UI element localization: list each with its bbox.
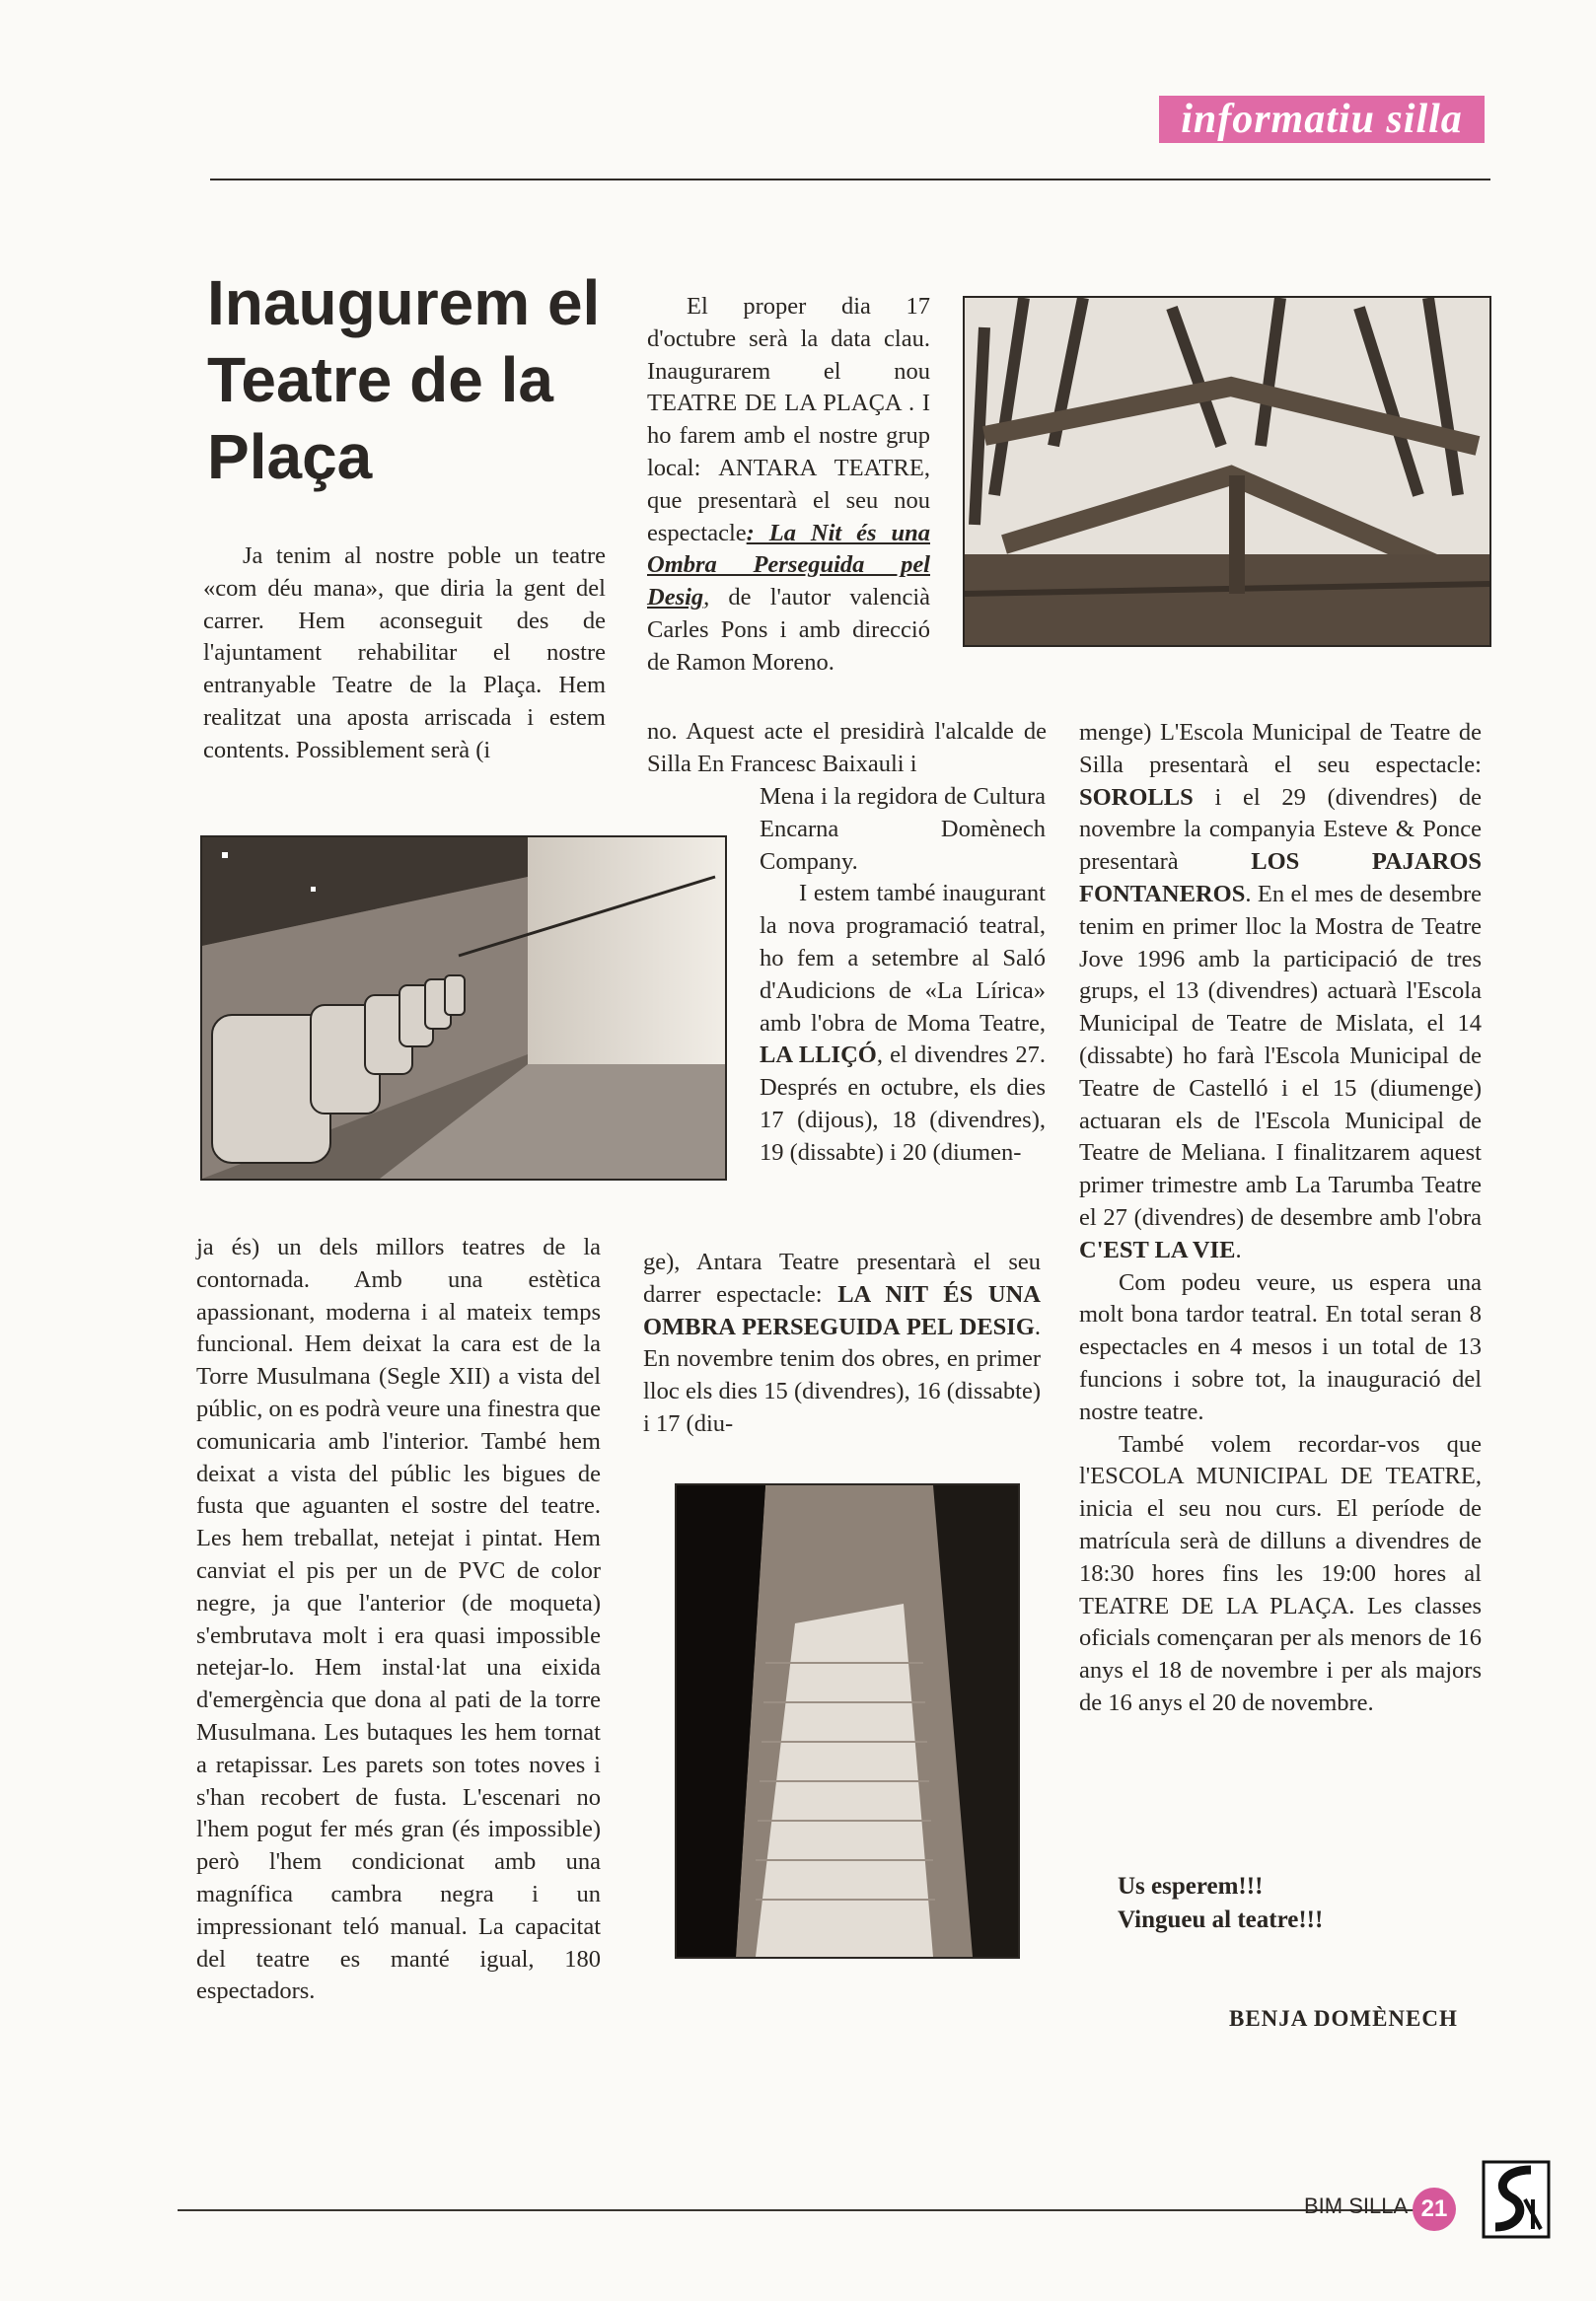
- article-title: Inaugurem el Teatre de la Plaça: [207, 267, 601, 492]
- footer-rule: [178, 2209, 1420, 2211]
- closing-lines: [1118, 1870, 1473, 1937]
- column-2-bottom: [643, 1247, 1041, 1441]
- paragraph: Com podeu veure, us espera una molt bona tardor teatral. En total seran 8 espectacles en 4 mesos i un total de 13 funcions i sobre tot, la inauguració del nostre teatre.: [1079, 1268, 1482, 1425]
- play-title-bold: C'EST LA VIE: [1079, 1236, 1236, 1263]
- closing-line-2: Vingueu al teatre!!!: [1118, 1906, 1324, 1933]
- photo-roof-beams: [963, 296, 1491, 647]
- play-title-bold: LA LLIÇÓ: [760, 1042, 877, 1069]
- play-title-bold: SOROLLS: [1079, 783, 1194, 811]
- publication-name: BIM SILLA: [1304, 2193, 1409, 2218]
- column-3: [1079, 717, 1482, 1720]
- column-2-middle: [760, 781, 1046, 1170]
- column-2-top: [647, 291, 930, 680]
- play-title: : La Nit és una Ombra Perseguida pel Desig: [647, 519, 930, 611]
- header-rule: [210, 179, 1490, 180]
- paragraph: També volem recordar-vos que l'ESCOLA MUNICIPAL DE TEATRE, inicia el seu nou curs. El període de matrícula serà de dilluns a divendres de 18:30 hores fins les 19:00 hores al TEATRE DE LA PLAÇA. Les classes oficials començaran per als menors de 16 anys el 18 de novembre i per als majors de 16 anys el 20 de novembre.: [1079, 1430, 1482, 1716]
- play-title-bold: LOS PAJAROS FONTANEROS: [1079, 848, 1482, 907]
- silla-logo-icon: [1482, 2160, 1551, 2239]
- paragraph: Ja tenim al nostre poble un teatre «com déu mana», que diria la gent del carrer. Hem aconseguit des de l'ajuntament rehabilitar el nostre entranyable Teatre de la Plaça. Hem realitzat una aposta arriscada i estem contents. Possiblement serà (i: [203, 542, 606, 763]
- paragraph: El proper dia 17 d'octubre serà la data clau. Inaugurarem el nou TEATRE DE LA PLAÇA . I ho farem amb el nostre grup local: ANTARA TEATRE, que presentarà el seu nou espectacle: La Nit és una Ombra Perseguida pel Desig, de l'autor valencià Carles Pons i amb direcció de Ramon Moreno.: [647, 293, 930, 676]
- photo-theatre-seats: [200, 835, 727, 1181]
- paragraph: ge), Antara Teatre presentarà el seu darrer espectacle: LA NIT ÉS UNA OMBRA PERSEGUIDA PEL DESIG. En novembre tenim dos obres, en primer lloc els dies 15 (divendres), 16 (dissabte) i 17 (diu-: [643, 1249, 1041, 1437]
- column-2-wide-line: [647, 716, 1047, 781]
- section-tag: informatiu silla: [1159, 96, 1485, 143]
- photo-brick-tower: [675, 1483, 1020, 1959]
- closing-line-1: Us esperem!!!: [1118, 1873, 1264, 1900]
- play-title-bold: LA NIT ÉS UNA OMBRA PERSEGUIDA PEL DESIG: [643, 1280, 1041, 1340]
- paragraph: ja és) un dels millors teatres de la contornada. Amb una estètica apassionant, moderna i al mateix temps funcional. Hem deixat la cara est de la Torre Musulmana (Segle XII) a vista del públic, on es podrà veure una finestra que comunicaria amb l'interior. També hem deixat a vista del públic les bigues de fusta que aguanten el sostre del teatre. Les hem treballat, netejat i pintat. Hem canviat el pis per un de PVC de color negre, ja que l'anterior (de moqueta) s'embrutava molt i era quasi impossible netejar-lo. Hem instal·lat una eixida d'emergència que dona al pati de la torre Musulmana. Les butaques les hem tornat a retapissar. Les parets son totes noves i s'han recobert de fusta. L'escenari no l'hem pogut fer més gran (és impossible) però l'hem condicionat amb una magnífica cambra negra i un impressionant teló manual. La capacitat del teatre es manté igual, 180 espectadors.: [196, 1234, 601, 2005]
- paragraph: I estem també inaugurant la nova programació teatral, ho fem a setembre al Saló d'Audicions de «La Lírica» amb l'obra de Moma Teatre, LA LLIÇÓ, el divendres 27. Després en octubre, els dies 17 (dijous), 18 (divendres), 19 (dissabte) i 20 (diumen-: [760, 880, 1046, 1166]
- author-signature: BENJA DOMÈNECH: [1229, 2006, 1458, 2031]
- page-number: 21: [1413, 2188, 1456, 2231]
- paragraph: Mena i la regidora de Cultura Encarna Domènech Company.: [760, 783, 1046, 875]
- column-1-bottom: [196, 1232, 601, 2008]
- paragraph: menge) L'Escola Municipal de Teatre de Silla presentarà el seu espectacle: SOROLLS i el 29 (divendres) de novembre la companyia Esteve & Ponce presentarà LOS PAJAROS FONTANEROS. En el mes de desembre tenim en primer lloc la Mostra de Teatre Jove 1996 amb la participació de tres grups, el 13 (divendres) actuarà l'Escola Municipal de Teatre de Mislata, el 14 (dissabte) ho farà l'Escola Municipal de Teatre de Castelló i el 15 (diumenge) actuaran els de l'Escola Municipal de Teatre de Meliana. I finalitzarem aquest primer trimestre amb La Tarumba Teatre el 27 (divendres) de desembre amb l'obra C'EST LA VIE.: [1079, 719, 1482, 1263]
- paragraph: no. Aquest acte el presidirà l'alcalde de Silla En Francesc Baixauli i: [647, 718, 1047, 777]
- column-1-top: [203, 540, 606, 767]
